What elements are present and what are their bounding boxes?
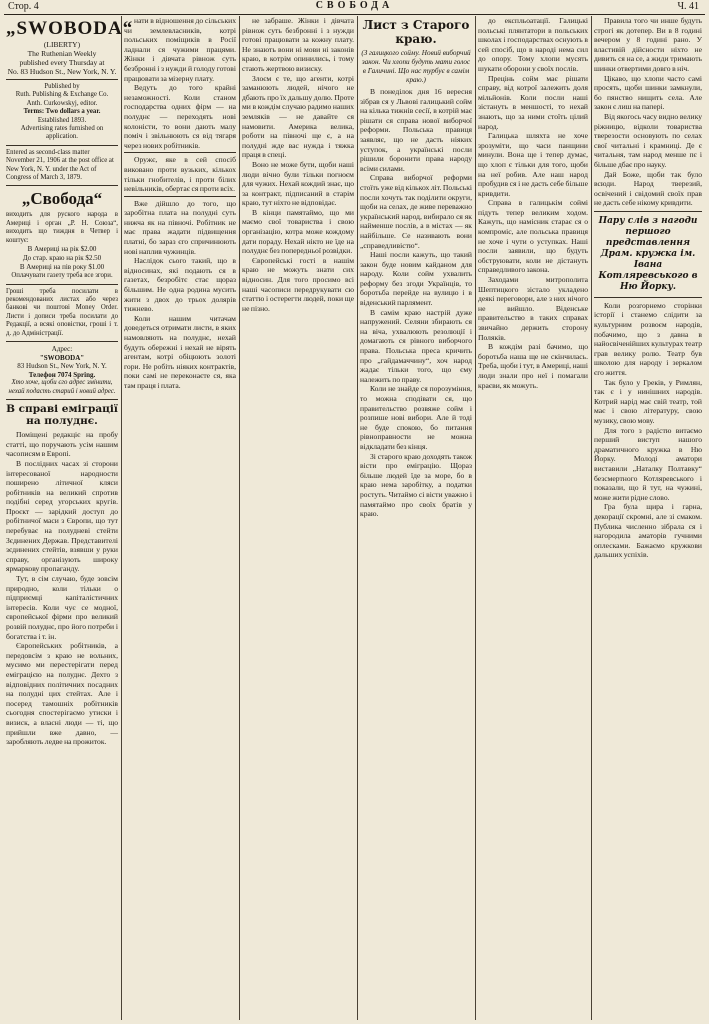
article-6-paragraph: Дай Боже, щоби так було всюди. Народ тверезий, освічений і свідомий своїх прав не дасть себе нікому кривдити. xyxy=(594,169,702,208)
article-3-paragraph: Європейські гості в нашім краю не можуть знати сих відносин. Для того просимо всі наші часописи передрукувати сю статтю і остерегти людей, поки ще не пізно. xyxy=(242,255,354,313)
established: Established 1893. xyxy=(37,116,87,124)
article-6-section-paragraph: Так було у Греків, у Римлян, так є і у нинішних народів. Котрий нарід має свій театр, той має і свою літературу, свою музику, свою мову. xyxy=(594,377,702,425)
address-name: "SWOBODA" xyxy=(39,353,85,362)
masthead-desc-2: published every Thursday at xyxy=(19,58,105,67)
rate-2: До стар. краю на рік $2.50 xyxy=(22,254,102,263)
article-6-paragraph: Цікаво, що хлопи часто самі просять, щоби шинки замкнули, бо пянство нищить села. Але закон є лиш на папері. xyxy=(594,73,702,112)
article-4-intro: (З галицкого сойму. Новий виборчий закон. Чи хлопи будуть мати голос в Галичині. Що нас турбує в самім краю.) xyxy=(361,49,471,84)
article-6-section-title: Пару слів з нагоди першого представлення Драм. кружка ім. Івана Котляревського в Ню Йорку. xyxy=(598,215,698,292)
article-2-paragraph: Ведуть до того крайні незаможності. Коли станом господарства одних фірм — на полуднє — переходять нові колоністи, то вони дають малу поміч і звільнюють ся від тягаря через нових робітників. xyxy=(124,83,236,150)
running-head xyxy=(4,0,705,15)
address-block xyxy=(6,345,118,379)
article-4-paragraph: Коли не знайде ся порозуміння, то можна сподівати ся, що правительство розвяже сойм і розпише нові вибори. Але й тоді не буде спокою, бо питання рівноправности не можна відкладати без кінця. xyxy=(360,384,472,451)
column-5 xyxy=(478,16,588,1018)
article-5-paragraph: Заходами митрополита Шептицкого зістало укладено деякі переговори, але з них нічого не вийшло. Віденське правительство в таких справах звичайно держить сторону Поляків. xyxy=(478,275,588,342)
issue-number: Ч. 41 xyxy=(677,1,699,12)
article-6-paragraph: Від якогось часу видно велику ріжницю, відколи товариства тверезости основують по селах свої читальні і крамниці. Де є читальня, там народ менше пє і більше дбає про науку. xyxy=(594,111,702,169)
published-by: Published by xyxy=(44,83,80,90)
article-5-paragraph: В кождім разі бачимо, що боротьба наша ще не скінчилась. Треба, щоби і тут, в Америці, наші люди знали про неї і помагали краєви, як можуть. xyxy=(478,342,588,390)
article-4-paragraph: В самім краю настрій дуже напружений. Селяни збирають ся на віча, ухвалюють резолюції і домагають ся рівного виборчого права. Польська преса кричить про „гайдамаччину“, хоч народ жадає тільки того, що єму належить по праву. xyxy=(360,307,472,384)
article-6-section-paragraph: Гра була щира і гарна, декорації скромні, але зі смаком. Публика численно зібрала ся і нагородила аматорів гучними оплесками. Бажаємо кружкови дальших успіхів. xyxy=(594,502,702,560)
article-2-paragraph: Оружє, яке в сей спосіб виковано проти вузьких, кількох тільки гнобителів, і проти білих невільників, обертає ся проти всіх. xyxy=(124,155,236,194)
article-6-paragraph: Правила того чи инше будуть строгі як дотепер. Ви в 8 годині вечером у 8 годині рано. У властивій дійсности ніхто не дивить ся на се, а жиди тримають шинки отвертими довго в ніч. xyxy=(594,16,702,73)
article-5-paragraph: до експльоатації. Галицькі польські плянтатори в польських школах і господарствах оснують в сей спосіб, що в народі нема сил до опору. Тому хлопи мусять шукати оборони у своїх послів. xyxy=(478,16,588,73)
advertising: Advertising rates furnished on application. xyxy=(20,125,104,141)
column-6 xyxy=(594,16,702,1018)
article-4-title: Лист з Старого краю. xyxy=(362,18,470,46)
article-1-paragraph: Поміщені редакціє на пробу статті, що поручають усім нашим часописям в Европі. xyxy=(6,430,118,459)
article-1-paragraph: В послідних часах зі сторони інтересованої народности поширено літичної кляси робітників на великий спротив подібні серед угорських кругів. Проєкт — зарідкий доступ до робітничої маси з Європи, що тут перебуває на полудневі стейти Зєдинених Держав. Представителі зєдинених стейтів, взявши у руки справу, організують широку ярмаркову пропаганду. xyxy=(6,458,118,574)
column-rule xyxy=(239,16,240,1020)
article-2-paragraph: Коли нашим читачам доведеться отримати листи, в яких намовляють на полуднє, нехай будуть обережні і нехай не вірять агентам, котрі обіцюють золоті гори. Не робіть ніяких контрактів, поки самі не переконаєте ся, яка там праця і плата. xyxy=(124,313,236,390)
publisher: Ruth. Publishing & Exchange Co. xyxy=(15,91,109,99)
editor: Anth. Curkowskyj, editor. xyxy=(26,99,98,107)
return-note: Хто хоче, щоби єго адрес змінити, нехай подасть старий і новий адрес. xyxy=(8,379,116,395)
article-3-paragraph: не забраше. Жінки і дівчата рівнож суть безбронні і з нужди готові працювати за кожну плату. Не знають вони ні мови ні законів краю, в котрім опинились, і тому стають жертвою визиску. xyxy=(242,16,354,73)
article-5-paragraph: Справа в галицькім соймі підуть тепер великим ходом. Кажуть, що намісник старає ся о компроміс, але польська правиця не хоче і чути о уступках. Наші посли заявили, що будуть обструювати, коли не дістануть справедливого закона. xyxy=(478,198,588,275)
article-5-paragraph: Прецінь сойм має рішати справу, від котрої залежить доля мільйонів. Коли посли наші зістануть в меншості, то нехай знають, що за ними стоїть цілий народ. xyxy=(478,73,588,131)
article-4-paragraph: Справа виборчої реформи стоїть уже від кількох літ. Польські посли хочуть так поділити округи, щоби на селах, де живе переважно український народ, вибирало ся як найменше послів, а в містах — як найбільше. Се називають вони „справедливістю“. xyxy=(360,173,472,250)
masthead xyxy=(6,18,134,400)
article-1-title: В справі еміграції на полуднє. xyxy=(6,403,118,428)
article-2-paragraph: Наслідок сього такий, що в відносинах, які подають ся в газетах, безробітє стає щораз більшим. Не одна родина мусить жити з двох до трьох долярів тижнево. xyxy=(124,256,236,314)
article-4-paragraph: В понеділок дня 16 вересня зібрав ся у Львові галицький сойм на кілька тижнів сесії, в котрій має рішати ся справа нової виборчої реформи. Польська правиця заявляє, що не дасть ніяких уступок, а українські посли рішили боронити права народу всіми силами. xyxy=(360,87,472,173)
article-4-paragraph: Зі старого краю доходять також вісти про еміграцію. Щораз більше людей їде за море, бо в краю нема заробітку, а податки ростуть. Читаймо сі вісти уважно і памятаймо про своїх братів у краю. xyxy=(360,451,472,519)
phone: Телефон 7074 Spring. xyxy=(28,370,96,379)
article-6-section-paragraph: Коли розгорнемо сторінки історії і станемо слідити за культурним розвоєм народів, побачимо, що з давна в найосвіченійших культурах театр грав велику ролю. Театр був школою для народу і зеркалом єго життя. xyxy=(594,300,702,378)
masthead-desc-1: The Ruthenian Weekly xyxy=(27,49,97,58)
article-1-paragraph: Європейських робітників, а передовсім з краю не вольних, мусимо ми перестерігати перед еміграцією на полуднє. Дехто з відповідних політичних посадних на полудні цих стейтах. Але і посеред тамошніх робітників сьогодня спостерігаємо утиски і визиск, а власні люди — ті, що прийшли вже давно, — заробляють ледве на прожиток. xyxy=(6,641,118,747)
article-3-paragraph: Воно не може бути, щоби наші люди вічно були тільки погноєм для чужих. Нехай кождий знає, що за контракт, підписаний в старім краю, тут ніхто не відповідає. xyxy=(242,159,354,208)
masthead-title-cyrillic: „Свобода“ xyxy=(21,189,103,209)
column-4 xyxy=(360,16,472,1018)
masthead-title: „SWOBODA“ xyxy=(6,18,134,39)
rates xyxy=(6,245,118,272)
rate-3: В Америці на пів року $1.00 xyxy=(19,263,105,272)
column-rule xyxy=(591,16,592,1020)
column-3 xyxy=(242,16,354,1018)
article-2-paragraph: нати в відношення до сільських чи землевласників, котрі польських поміщиків в Росії ладнали ся чужими працями. Жінки і дівчата рівнож суть безбронні і з нужди й голоду готові працювати за мізерну плату. xyxy=(124,16,237,83)
column-2 xyxy=(124,16,236,1018)
article-2-paragraph: Вже дійшло до того, що заробітна плата на полудні суть нижча як на півночі. Робітник не має права жадати підвищення платні, бо зараз єго спричинюють нові наплив чужинців. xyxy=(124,198,236,256)
address-street: 83 Hudson St., New York, N. Y. xyxy=(17,362,107,371)
article-5-paragraph: Галицька шляхта не хоче зрозуміти, що часи панщини минули. Вона ще і тепер думає, що хлоп є тільки для того, щоби на неї робив. Але наш народ пробудив ся і не дасть себе більше кривдити. xyxy=(478,131,588,198)
column-rule xyxy=(357,16,358,1020)
terms: Terms: Two dollars a year. xyxy=(23,108,101,116)
money-note: Гроші треба посилати в рекомендованих листах або через банкові чи поштові Money Order. Листи і дописи треба посилати до Редакції, а всякі оповістки, гроші і т. д. до Адміністрації. xyxy=(6,287,118,337)
newspaper-name: СВОБОДА xyxy=(315,0,394,11)
entered-note: Entered as second-class matter November 21, 1906 at the post office at New York, N. Y. under the Act of Congress of March 3, 1879. xyxy=(6,148,114,182)
article-4-paragraph: Наші посли кажуть, що такий закон буде новим кайданом для народу. Коли сойм ухвалить реформу без згоди Українців, то боротьба перейде на вулицю і в віденський парлямент. xyxy=(360,250,472,308)
column-rule xyxy=(475,16,476,1020)
address-label: Адрес: xyxy=(51,344,73,353)
article-3-paragraph: В кінци памятаймо, що ми маємо свої товариства і свою організацію, котра може кождому дати пораду. Нехай нікто не їде на полуднє без попередньої розвідки. xyxy=(242,207,354,256)
masthead-subtitle: (LIBERTY) xyxy=(43,40,81,49)
rate-1: В Америці на рік $2.00 xyxy=(27,245,97,254)
newspaper-page xyxy=(4,0,705,1024)
column-1 xyxy=(6,16,134,1018)
article-3-paragraph: Злоєм є те, що агенти, котрі заманюють людей, нічого не дбають про їх дальшу долю. Проте ми в кождім случаю радимо наших земляків — не давайте ся намовити. Америка велика, роботи на півночі ще є, а на полудні жде вас нужда і тяжка праця в спеці. xyxy=(242,73,354,160)
article-1-paragraph: Тут, в сім случаю, буде зовсім природно, коли тільки о підприємці капіталістичних інтересів. Коли чує се модної, європейської фірми про великий розвій полуднє, про його потреби і богатства і т. ін. xyxy=(6,574,118,641)
column-rule xyxy=(121,16,122,1020)
subscription-note: Оплачувати газету треба все згори. xyxy=(11,272,113,280)
article-6-section-paragraph: Для того з радістю витаємо перший виступ нашого драматичного кружка в Ню Йорку. Молоді аматори виставили „Наталку Полтавку“ безсмертного Котляревського і показали, що й тут, на чужині, може жити рідне слово. xyxy=(594,425,702,502)
masthead-desc-3: No. 83 Hudson St., New York, N. Y. xyxy=(7,67,117,76)
masthead-desc-cyrillic: виходить для руского народа в Америці і орган „Р. Н. Союза“, виходить що тиждня в Четвер і коштує: xyxy=(6,211,118,244)
page-number: Стор. 4 xyxy=(8,1,39,12)
